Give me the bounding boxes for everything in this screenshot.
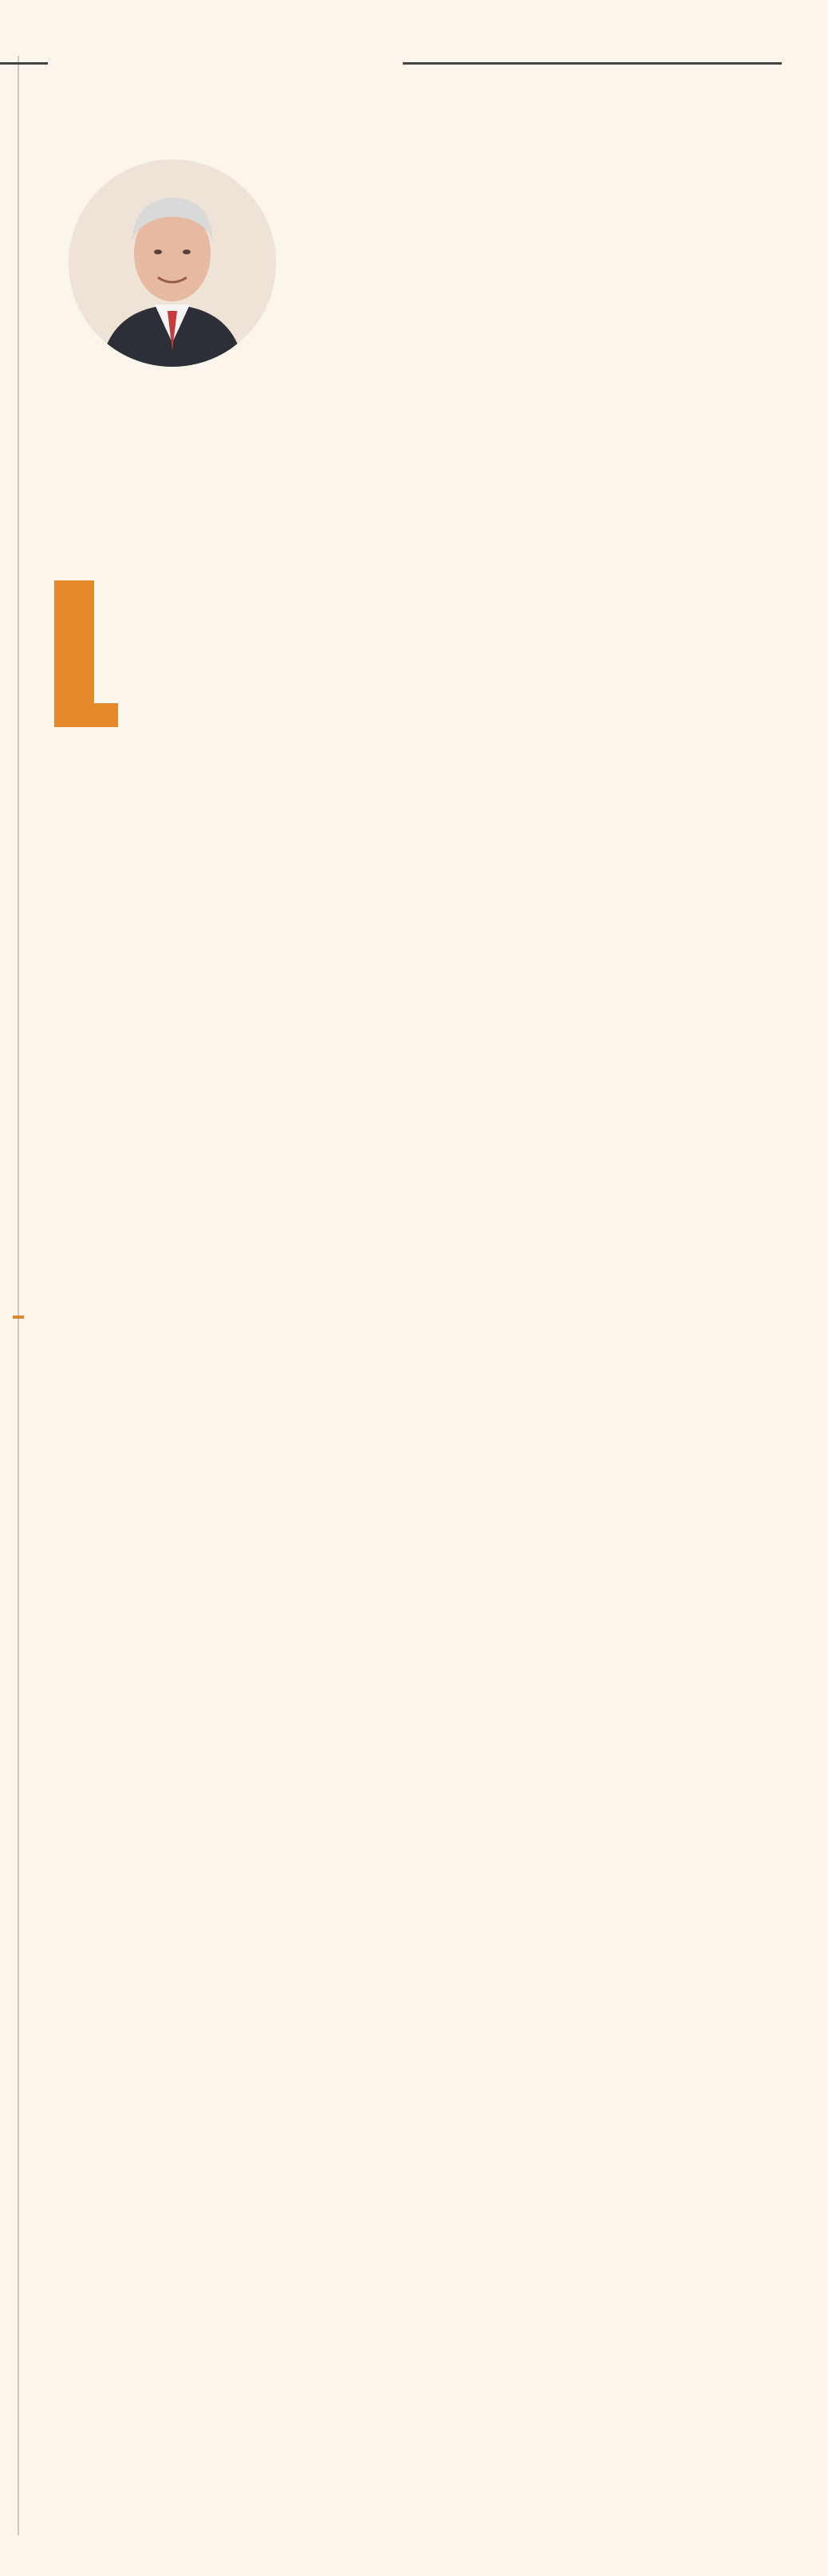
section-header <box>0 32 828 96</box>
header-rule-right <box>403 62 782 65</box>
author-portrait-icon <box>69 159 276 367</box>
margin-tick <box>13 1316 24 1319</box>
author-photo <box>69 159 276 367</box>
margin-rule <box>18 56 19 2535</box>
drop-cap-l <box>54 580 94 727</box>
header-rule-left <box>0 62 48 65</box>
